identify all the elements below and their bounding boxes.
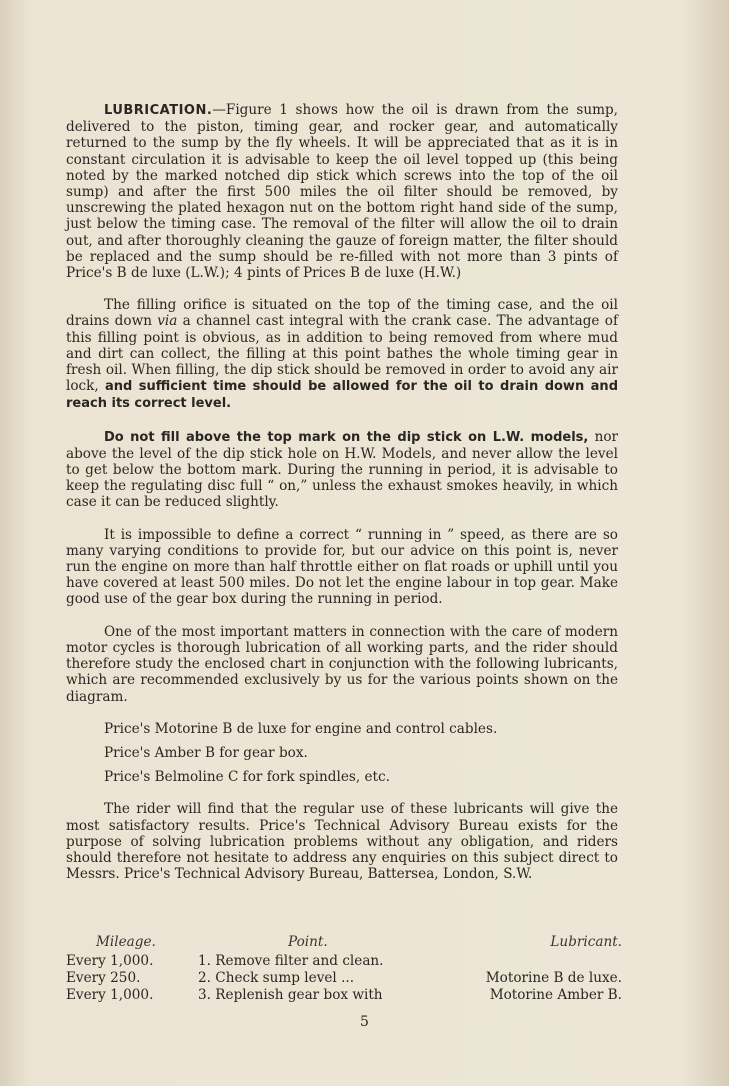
- lubricant-item: Price's Motorine B de luxe for engine and control cables.: [104, 720, 498, 737]
- mileage-cell: Every 1,000.: [66, 953, 154, 969]
- lubricant-cell: [446, 953, 622, 970]
- lubricant-cell: Motorine B de luxe.: [485, 970, 622, 986]
- point-cell: 3. Replenish gear box with: [198, 987, 383, 1003]
- mileage-header: Mileage.: [96, 934, 156, 950]
- lubricant-cell: Motorine Amber B.: [489, 987, 622, 1003]
- schedule-row: [66, 970, 622, 987]
- lubricant-item: Price's Belmoline C for fork spindles, etc.: [104, 769, 390, 786]
- bold-text: Do not fill above the top mark on the dip stick on L.W. models,: [104, 429, 589, 445]
- body-text: [66, 102, 618, 898]
- paragraph-filling-orifice: [66, 297, 618, 412]
- italic-word: via: [157, 313, 178, 330]
- schedule-header: [66, 934, 622, 951]
- maintenance-schedule: [66, 934, 622, 1004]
- point-cell: 2. Check sump level ...: [198, 970, 355, 986]
- paragraph-text: The filling orifice is situated on the top of the timing case, and the oil drains down: [66, 297, 618, 330]
- point-header: Point.: [288, 934, 328, 950]
- paragraph-dip-stick: [66, 429, 618, 511]
- lubricant-header: Lubricant.: [550, 934, 622, 950]
- lubricant-item: Price's Amber B for gear box.: [104, 744, 308, 761]
- paragraph-text: a channel cast integral with the crank case. The advantage of this filling point is obvious, as in addition to being removed from where mud and dirt can collect, the filling at this point bathes the whole timing gear in fresh oil. When filling, the dip stick should be removed in order to avoid any air lock,: [66, 313, 618, 395]
- paragraph-lubrication: [66, 102, 618, 281]
- mileage-cell: Every 250.: [66, 970, 141, 986]
- paragraph-running-in: It is impossible to define a correct “ running in ” speed, as there are so many varying conditions to provide for, but our advice on this point is, never run the engine on more than half throttle either on flat roads or uphill until you have covered at least 500 miles. Do not let the engine labour in top gear. Make good use of the gear box during the running in period.: [66, 526, 618, 608]
- page-number: 5: [360, 1014, 369, 1030]
- point-cell: 1. Remove filter and clean.: [198, 953, 384, 969]
- paragraph-lubrication-chart: One of the most important matters in connection with the care of modern motor cycles is thorough lubrication of all working parts, and the rider should therefore study the enclosed chart in conjunction with the following lubricants, which are recommended exclusively by us for the various points shown on the diagram.: [66, 623, 618, 705]
- paragraph-text: —Figure 1 shows how the oil is drawn from the sump, delivered to the piston, timing gear, and rocker gear, and automatically returned to the sump by the fly wheels. It will be appreciated that as it is in constant circulation it is advisable to keep the oil level topped up (this being noted by the marked notched dip stick which screws into the top of the oil sump) and after the first 500 miles the oil filter should be removed, by unscrewing the plated hexagon nut on the bottom right hand side of the sump, just below the timing case. The removal of the filter will allow the oil to drain out, and after thoroughly cleaning the gauze of foreign matter, the filter should be replaced and the sump should be re-filled with not more than 3 pints of Price's B de luxe (L.W.); 4 pints of Prices B de luxe (H.W.): [66, 102, 618, 282]
- paragraph-advisory-bureau: The rider will find that the regular use of these lubricants will give the most satisfactory results. Price's Technical Advisory Bureau exists for the purpose of solving lubrication problems without any obligation, and riders should therefore not hesitate to address any enquiries on this subject direct to Messrs. Price's Technical Advisory Bureau, Battersea, London, S.W.: [66, 801, 618, 883]
- schedule-row: [66, 987, 622, 1004]
- section-heading: LUBRICATION.: [104, 103, 213, 118]
- mileage-cell: Every 1,000.: [66, 987, 154, 1003]
- bold-text: and sufficient time should be allowed for the oil to drain down and reach its correct level.: [66, 379, 618, 412]
- paragraph-text: nor above the level of the dip stick hole on H.W. Models, and never allow the level to get below the bottom mark. During the running in period, it is advisable to keep the regulating disc full “ on,” unless the exhaust smokes heavily, in which case it can be reduced slightly.: [66, 428, 619, 511]
- schedule-row: [66, 953, 622, 970]
